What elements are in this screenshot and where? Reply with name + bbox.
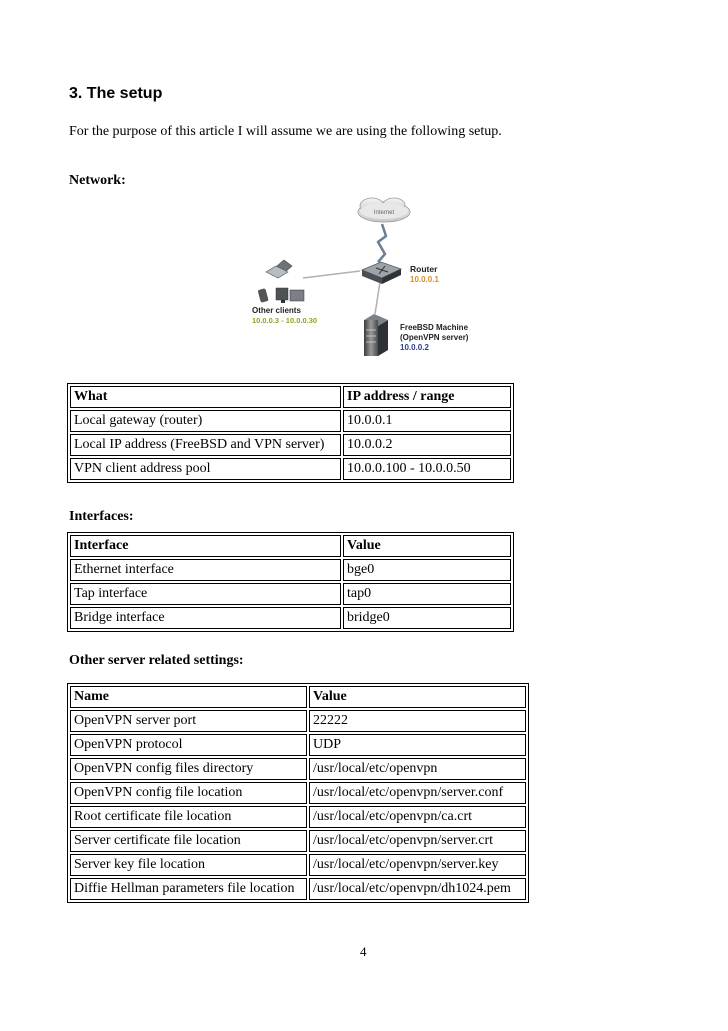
router-label: Router xyxy=(410,264,438,274)
table-cell: bge0 xyxy=(343,559,511,581)
table-cell: Bridge interface xyxy=(70,607,341,629)
header-name: Name xyxy=(70,686,307,708)
link-router-server xyxy=(375,282,380,314)
table-row xyxy=(70,734,526,756)
table-cell: Server key file location xyxy=(70,854,307,876)
table-cell: 22222 xyxy=(309,710,526,732)
table-row xyxy=(70,854,526,876)
laptop-icon xyxy=(266,260,292,278)
table-cell: Local IP address (FreeBSD and VPN server) xyxy=(70,434,341,456)
network-label: Network: xyxy=(69,173,126,188)
table-cell: /usr/local/etc/openvpn/ca.crt xyxy=(309,806,526,828)
table-cell: Root certificate file location xyxy=(70,806,307,828)
server-label-line2: (OpenVPN server) xyxy=(400,333,469,342)
interfaces-table xyxy=(67,532,514,632)
server-label-line1: FreeBSD Machine xyxy=(400,323,469,332)
router-icon xyxy=(362,262,401,284)
header-value: Value xyxy=(309,686,526,708)
table-cell: /usr/local/etc/openvpn/server.key xyxy=(309,854,526,876)
table-cell: Server certificate file location xyxy=(70,830,307,852)
internet-label: Internet xyxy=(373,210,395,216)
phone-icon xyxy=(258,288,269,303)
internet-cloud-icon xyxy=(358,198,410,222)
interfaces-label: Interfaces: xyxy=(69,509,134,524)
page-number: 4 xyxy=(360,944,367,959)
table-row xyxy=(70,410,511,432)
table-cell: /usr/local/etc/openvpn xyxy=(309,758,526,780)
clients-label: Other clients xyxy=(252,306,301,315)
table-row xyxy=(70,559,511,581)
network-diagram xyxy=(248,192,498,367)
table-row xyxy=(70,758,526,780)
table-row xyxy=(70,830,526,852)
desktop-clients-icon xyxy=(276,288,304,303)
table-cell: UDP xyxy=(309,734,526,756)
table-cell: /usr/local/etc/openvpn/server.conf xyxy=(309,782,526,804)
server-settings-label: Other server related settings: xyxy=(69,653,244,668)
table-cell: OpenVPN config files directory xyxy=(70,758,307,780)
table-header-row xyxy=(70,686,526,708)
header-what: What xyxy=(70,386,341,408)
table-row xyxy=(70,782,526,804)
table-cell: tap0 xyxy=(343,583,511,605)
router-ip: 10.0.0.1 xyxy=(410,275,439,284)
table-cell: Local gateway (router) xyxy=(70,410,341,432)
intro-paragraph: For the purpose of this article I will assume we are using the following setup. xyxy=(69,124,502,139)
network-table xyxy=(67,383,514,483)
table-row xyxy=(70,607,511,629)
header-ip-range: IP address / range xyxy=(343,386,511,408)
table-row xyxy=(70,710,526,732)
table-header-row xyxy=(70,535,511,557)
table-cell: OpenVPN server port xyxy=(70,710,307,732)
table-cell: /usr/local/etc/openvpn/dh1024.pem xyxy=(309,878,526,900)
section-heading: 3. The setup xyxy=(69,85,163,102)
clients-range: 10.0.0.3 - 10.0.0.30 xyxy=(252,316,318,325)
table-row xyxy=(70,434,511,456)
table-cell: Tap interface xyxy=(70,583,341,605)
table-row xyxy=(70,806,526,828)
table-cell: OpenVPN protocol xyxy=(70,734,307,756)
table-cell: VPN client address pool xyxy=(70,458,341,480)
table-row xyxy=(70,458,511,480)
server-ip: 10.0.0.2 xyxy=(400,343,429,352)
server-settings-table xyxy=(67,683,529,903)
table-cell: /usr/local/etc/openvpn/server.crt xyxy=(309,830,526,852)
link-router-clients xyxy=(303,271,360,278)
table-cell: OpenVPN config file location xyxy=(70,782,307,804)
table-header-row xyxy=(70,386,511,408)
table-cell: 10.0.0.100 - 10.0.0.50 xyxy=(343,458,511,480)
table-cell: 10.0.0.2 xyxy=(343,434,511,456)
table-cell: 10.0.0.1 xyxy=(343,410,511,432)
header-value: Value xyxy=(343,535,511,557)
header-interface: Interface xyxy=(70,535,341,557)
table-cell: bridge0 xyxy=(343,607,511,629)
table-row xyxy=(70,878,526,900)
table-cell: Diffie Hellman parameters file location xyxy=(70,878,307,900)
server-icon xyxy=(364,314,388,356)
table-row xyxy=(70,583,511,605)
table-cell: Ethernet interface xyxy=(70,559,341,581)
lightning-icon xyxy=(378,224,386,262)
